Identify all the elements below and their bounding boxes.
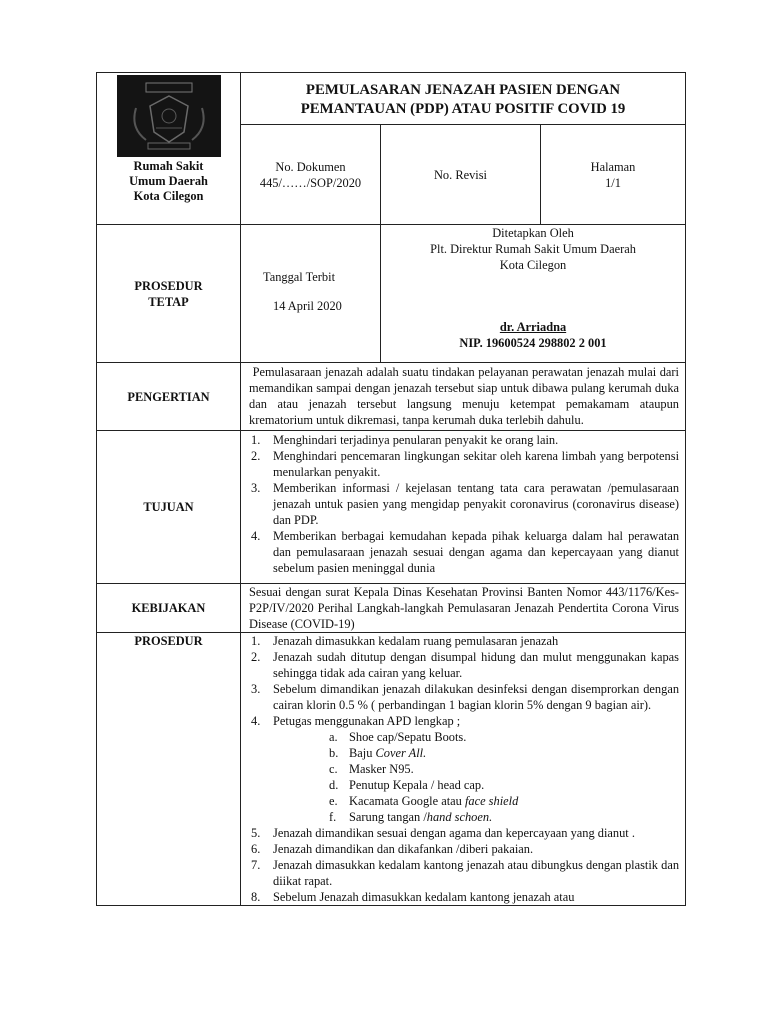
page-value: 1/1 [605,175,621,190]
kebijakan-text: Sesuai dengan surat Kepala Dinas Kesehatan Provinsi Banten Nomor 443/1176/Kes-P2P/IV/2020 Perihal Langkah-langkah Pemulasaran Jenazah Pendertita Corona Virus Disease (COVID-19) [241,584,686,633]
doc-number-cell [241,125,381,225]
issue-date-cell [241,225,381,363]
prosedur-label: PROSEDUR [134,634,203,648]
procedure-type-cell [97,225,241,363]
prosedur-label-cell [97,633,241,906]
apd-item: c. Masker N95. [329,762,414,776]
revision-cell [381,125,541,225]
doc-number-label: No. Dokumen [275,159,346,174]
hospital-name-line-2: Umum Daerah [129,174,208,188]
hospital-identity-cell [97,73,241,225]
kebijakan-label: KEBIJAKAN [97,584,241,633]
emblem-icon [126,80,212,152]
signatory-name: dr. Arriadna [499,320,567,334]
approval-cell [381,225,686,363]
list-item: 2. Menghindari pencemaran lingkungan sekitar oleh karena limbah yang berpotensi menularkan penyakit. [251,449,680,479]
apd-list [273,729,679,825]
list-item: 3. Sebelum dimandikan jenazah dilakukan desinfeksi dengan disemprorkan dengan cairan klorin 0.5 % ( perbandingan 1 bagian klorin 5% dengan 9 bagian air). [251,682,680,712]
title-line-2: PEMANTAUAN (PDP) ATAU POSITIF COVID 19 [300,101,626,117]
set-by-line-2: Plt. Direktur Rumah Sakit Umum Daerah [430,242,636,256]
hospital-name-line-3: Kota Cilegon [133,189,204,203]
list-item: 7. Jenazah dimasukkan kedalam kantong jenazah atau dibungkus dengan plastik dan diikat rapat. [251,858,680,888]
list-item: 2. Jenazah sudah ditutup dengan disumpal hidung dan mulut menggunakan kapas sehingga tidak ada cairan yang keluar. [251,650,680,680]
sop-document-table [96,72,686,906]
apd-item: e. Kacamata Google atau face shield [329,794,519,808]
tujuan-cell [241,431,686,584]
title-line-1: PEMULASARAN JENAZAH PASIEN DENGAN [305,82,621,98]
signatory-nip: NIP. 19600524 298802 2 001 [459,336,607,350]
page-label: Halaman [590,159,636,174]
apd-item: b. Baju Cover All. [329,746,427,760]
list-item: 1. Jenazah dimasukkan kedalam ruang pemulasaran jenazah [251,634,559,648]
pengertian-text: Pemulasaraan jenazah adalah suatu tindakan pelayanan perawatan jenazah mulai dari memandikan sampai dengan jenazah tersebut siap untuk dibawa pulang kerumah duka dan atau jenazah tersebut langsung menuju ketempat pemakamam ataupun krematorium untuk dikremasi, tanpa kerumah duka terlebih dahulu. [241,363,686,431]
procedure-type-line-2: TETAP [148,294,189,309]
doc-number-value: 445/……/SOP/2020 [259,175,362,190]
list-item: 1. Menghindari terjadinya penularan penyakit ke orang lain. [251,433,559,447]
apd-item: d. Penutup Kepala / head cap. [329,778,485,792]
prosedur-cell [241,633,686,906]
set-by-line-3: Kota Cilegon [499,258,567,272]
document-title [241,73,686,125]
set-by-line-1: Ditetapkan Oleh [492,226,574,240]
issue-date-label: Tanggal Terbit [263,270,336,284]
tujuan-list [241,432,679,576]
pengertian-label: PENGERTIAN [97,363,241,431]
tujuan-label: TUJUAN [97,431,241,584]
list-item: 3. Memberikan informasi / kejelasan tentang tata cara perawatan /pemulasaraan jenazah untuk pasien yang mengidap penyakit coronavirus (coronavirus disease) dan PDP. [251,481,680,527]
page-cell [541,125,686,225]
list-item: 6. Jenazah dimandikan dan dikafankan /diberi pakaian. [251,842,534,856]
prosedur-list [241,633,679,905]
issue-date-value: 14 April 2020 [273,299,342,313]
procedure-type-line-1: PROSEDUR [134,278,203,293]
list-item: 8. Sebelum Jenazah dimasukkan kedalam kantong jenazah atau [251,890,575,904]
apd-item: a. Shoe cap/Sepatu Boots. [329,730,467,744]
list-item: 4. Petugas menggunakan APD lengkap ; a. Shoe cap/Sepatu Boots. b. Baju Cover All. c. Masker N95. d. Penutup Kepala / head cap. e. Kacamata Google atau face shield f. Sarung tangan /hand schoen. [241,713,679,825]
apd-item: f. Sarung tangan /hand schoen. [329,810,493,824]
list-item: 4. Memberikan berbagai kemudahan kepada pihak keluarga dalam hal perawatan dan pemulasaraan jenazah sesuai dengan agama dan kepercayaan yang dianut sebelum pasien meninggal dunia [251,529,680,575]
revision-label: No. Revisi [433,167,487,182]
hospital-logo [117,75,221,157]
hospital-name-line-1: Rumah Sakit [133,159,204,173]
list-item: 5. Jenazah dimandikan sesuai dengan agama dan kepercayaan yang dianut . [251,826,635,840]
